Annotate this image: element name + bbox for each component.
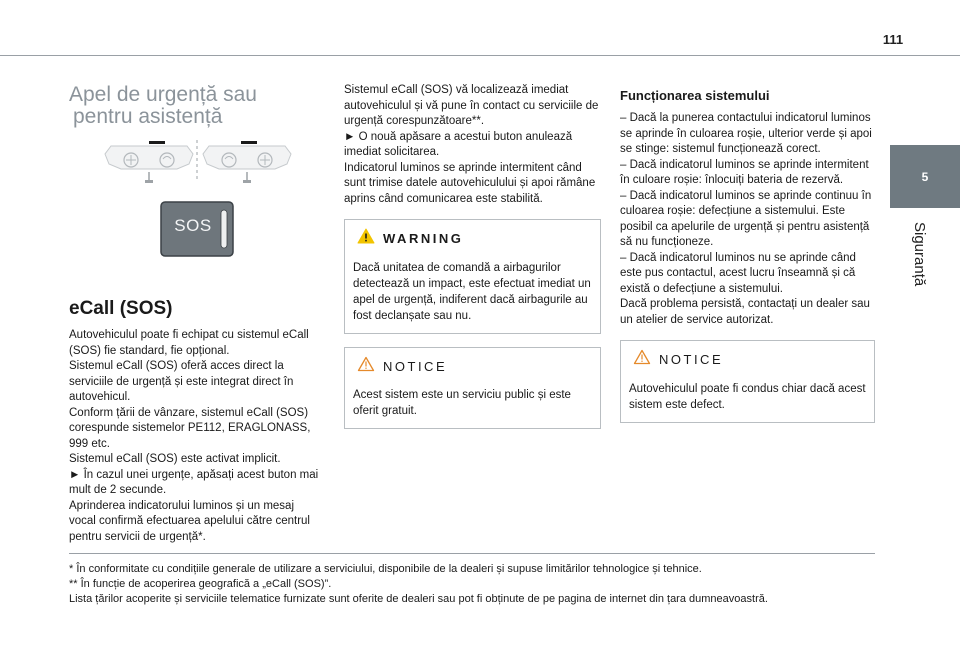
notice-triangle-icon — [357, 356, 375, 378]
overhead-console-illustration — [69, 138, 321, 288]
warning-text: Dacă unitatea de comandă a airbagurilor detectează un impact, este efectuat imediat un apel de urgență, indiferent dacă airbagurile au fost declanșate sau nu. — [353, 261, 591, 322]
middle-column — [344, 83, 601, 429]
notice-box-right — [620, 340, 875, 423]
warning-box — [344, 219, 601, 334]
ecall-localization-text: Sistemul eCall (SOS) vă localizează imediat autovehiculul și vă pune în contact cu serviciile de urgență corespunzătoare**. ► O nouă apăsare a acestui buton anulează imediat solicitarea. Indicatorul luminos se aprinde intermitent când sunt trimise datele autovehiculului și apoi rămâne aprins când comunicarea este stabilită. — [344, 84, 599, 205]
ecall-body: Autovehiculul poate fi echipat cu sistemul eCall (SOS) fie standard, fie opțional. Sistemul eCall (SOS) oferă acces direct la serviciile de urgență și este integrat direct în autovehicul. Conform țării de vânzare, sistemul eCall (SOS) corespunde sistemelor PE112, ERAGLONASS, 999 etc. Sistemul eCall (SOS) este activat implicit. ► În cazul unei urgențe, apăsați acest buton mai mult de 2 secunde. Aprinderea indicatorului luminos și un mesaj vocal confirmă efectuarea apelului către centrul pentru servicii de urgență*. — [69, 329, 319, 543]
footnote-3: Lista țărilor acoperite și serviciile telematice furnizate sunt oferite de dealeri sau pot fi obținute de pe pagina de internet din țara dumneavoastră. — [69, 593, 768, 605]
right-column — [620, 87, 875, 423]
header-rule — [0, 55, 960, 56]
left-console-graphic — [105, 141, 193, 183]
sos-button-label[interactable]: SOS — [174, 216, 212, 235]
notice-text-right: Autovehiculul poate fi condus chiar dacă acest sistem este defect. — [629, 382, 866, 411]
warning-title: WARNING — [383, 231, 464, 246]
footnote-1: * În conformitate cu condițiile generale de utilizare a serviciului, disponibile de la dealeri și supuse limitărilor tehnologice și tehnice. — [69, 563, 702, 575]
page-number: 111 — [882, 32, 904, 47]
chapter-tab[interactable]: 5 — [890, 145, 960, 208]
ecall-heading: eCall (SOS) — [69, 298, 173, 319]
sos-illustration — [69, 138, 321, 288]
notice-text: Acest sistem este un serviciu public și este oferit gratuit. — [353, 389, 571, 417]
system-operation-body: – Dacă la punerea contactului indicatorul luminos se aprinde în culoarea roșie, ulterior verde și apoi se stinge: sistemul funcționează corect. – Dacă indicatorul luminos se aprinde intermitent în culoare roșie: înlocuiți bateria de rezervă. – Dacă indicatorul luminos se aprinde continuu în culoarea roșie: defecțiune a sistemului. Este posibil ca apelurile de urgență și pentru asistență să nu funcționeze. – Dacă indicatorul luminos nu se aprinde când este pus contactul, acest lucru înseamnă și că există o defecțiune a sistemului. Dacă problema persistă, contactați un dealer sau un atelier de service autorizat. — [620, 112, 872, 326]
footnotes — [69, 553, 875, 607]
notice-title: NOTICE — [383, 358, 448, 374]
footnote-2: ** În funcție de acoperirea geografică a „eCall (SOS)”. — [69, 578, 332, 590]
left-column — [69, 80, 321, 545]
notice-box — [344, 347, 601, 430]
section-title-line1: Apel de urgență sau — [69, 83, 257, 106]
right-console-graphic — [203, 141, 291, 183]
notice-title-right: NOTICE — [659, 352, 724, 367]
notice-triangle-icon — [633, 349, 651, 371]
section-title-line2: pentru asistență — [73, 105, 223, 128]
section-title — [69, 80, 321, 128]
warning-triangle-icon — [357, 228, 375, 250]
chapter-title: Siguranță — [911, 222, 928, 287]
system-operation-heading: Funcționarea sistemului — [620, 88, 770, 103]
